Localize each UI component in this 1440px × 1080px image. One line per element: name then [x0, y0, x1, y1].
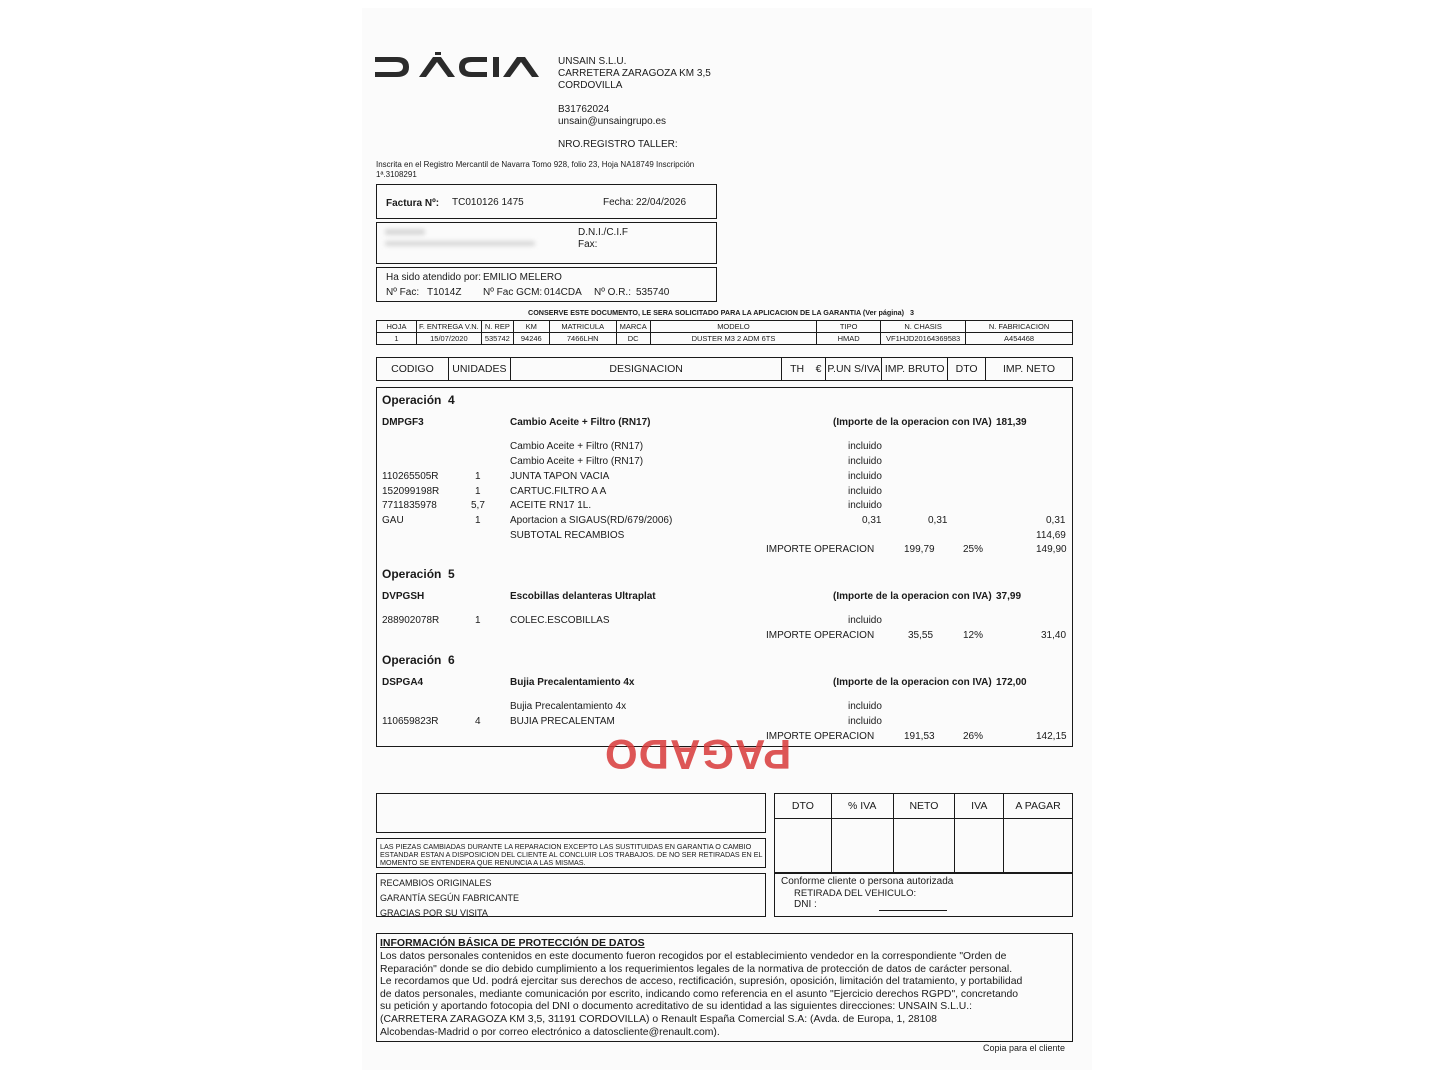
operation-iva-value: 172,00 — [996, 677, 1027, 688]
privacy-title: INFORMACIÓN BÁSICA DE PROTECCIÓN DE DATOS — [380, 937, 645, 949]
vehicle-value: 94246 — [513, 333, 549, 345]
vehicle-value: DUSTER M3 2 ADM 6TS — [650, 333, 817, 345]
column-unidades: UNIDADES — [448, 358, 510, 381]
operation-title: Operación 6 — [382, 653, 455, 667]
operation-iva-value: 181,39 — [996, 417, 1027, 428]
vehicle-value: HMAD — [817, 333, 881, 345]
operation-header — [382, 417, 1072, 431]
fax-label: Fax: — [578, 239, 598, 250]
factura-number: TC010126 1475 — [452, 197, 524, 208]
column-euro: € — [812, 358, 826, 381]
operation-code: DSPGA4 — [382, 677, 424, 688]
company-cif: B31762024 — [558, 104, 610, 115]
dni-label: D.N.I./C.I.F — [578, 227, 628, 238]
conforme-dni: DNI : — [794, 899, 817, 910]
conforme-line1: Conforme cliente o persona autorizada — [781, 876, 954, 887]
atendido-label: Ha sido atendido por: — [386, 272, 482, 283]
operation-code: DVPGSH — [382, 591, 425, 602]
vehicle-header: N. REP — [481, 321, 513, 333]
garantia-fabricante: GARANTÍA SEGÚN FABRICANTE — [380, 893, 520, 903]
operation-code: DMPGF3 — [382, 417, 424, 428]
vehicle-header: MATRICULA — [549, 321, 616, 333]
recambios-box — [376, 873, 766, 917]
dacia-logo — [375, 52, 547, 78]
operation-name: Bujia Precalentamiento 4x — [510, 677, 635, 688]
vehicle-header: KM — [513, 321, 549, 333]
table-row: Bujia Precalentamiento 4x incluido — [510, 701, 882, 712]
nfac-gcm-value: 014CDA — [544, 287, 582, 298]
company-city: CORDOVILLA — [558, 80, 623, 91]
operation-title: Operación 4 — [382, 393, 455, 407]
table-row: 152099198R 1 CARTUC.FILTRO A A incluido — [382, 486, 882, 497]
operation-iva-label: (Importe de la operacion con IVA) — [833, 417, 992, 428]
table-row: Cambio Aceite + Filtro (RN17) incluido — [510, 441, 882, 452]
nfac-label: Nº Fac: — [386, 287, 420, 298]
operation-iva-value: 37,99 — [996, 591, 1022, 602]
importe-operacion-row: IMPORTE OPERACION 199,79 25% 149,90 — [766, 544, 1067, 555]
table-row: Cambio Aceite + Filtro (RN17) incluido — [510, 456, 882, 467]
client-box — [376, 222, 717, 264]
vehicle-value-row — [377, 333, 1073, 345]
totals-header-neto: NETO — [893, 794, 955, 819]
columns-header — [376, 357, 1073, 381]
column-designacion: DESIGNACION — [510, 358, 781, 381]
pagado-stamp: PAGADO — [604, 731, 792, 778]
column-dto: DTO — [948, 358, 986, 381]
nfac-value: T1014Z — [427, 287, 462, 298]
vehicle-value: A454468 — [966, 333, 1073, 345]
totals-header-iva: IVA — [955, 794, 1004, 819]
factura-label: Factura Nº: — [386, 198, 440, 209]
company-email: unsain@unsaingrupo.es — [558, 116, 667, 127]
conforme-line2: RETIRADA DEL VEHICULO: — [794, 888, 917, 899]
totals-header-dto: DTO — [775, 794, 832, 819]
privacy-text: Los datos personales contenidos en este documento fueron recogidos por el establecimiento vendedor en la correspondiente "Orden de Reparación" donde se dio debido cumplimiento a los requerimientos legales de la normativa de protección de datos de carácter personal. Le recordamos que Ud. podrá ejercitar sus derechos de acceso, rectificación, supresión, oposición, limitación del tratamiento, y portabilidad de datos personales, mediante comunicación por escrito, indicando como referencia en el asunto "Ejercicio derechos RGPD", concretando su petición y aportando fotocopia del DNI o documento acreditativo de su identidad a las siguientes direcciones: UNSAIN S.L.U.: (CARRETERA ZARAGOZA KM 3,5, 31191 CORDOVILLA) o Renault España Comercial S.A: (Avda. de Europa, 1, 28108 Alcobendas-Madrid o por correo electrónico a datoscliente@renault.com). — [380, 951, 1023, 1038]
recambios-originales: RECAMBIOS ORIGINALES — [380, 878, 492, 888]
nor-label: Nº O.R.: — [594, 287, 631, 298]
piezas-note: LAS PIEZAS CAMBIADAS DURANTE LA REPARACION EXCEPTO LAS SUSTITUIDAS EN GARANTIA O CAMBIO ESTANDAR ESTAN A DISPOSICION DEL CLIENTE AL CONCLUIR LOS TRABAJOS. DE NO SER RETIRADAS EN EL MOMENTO SE ENTENDERA QUE RENUNCIA A LAS MISMAS. — [380, 842, 763, 867]
operation-name: Escobillas delanteras Ultraplat — [510, 591, 656, 602]
table-row: 288902078R 1 COLEC.ESCOBILLAS incluido — [382, 615, 882, 626]
vehicle-header: TIPO — [817, 321, 881, 333]
operation-header — [382, 677, 1072, 691]
signature-line — [879, 910, 947, 911]
vehicle-table — [376, 320, 1073, 345]
operation-iva-label: (Importe de la operacion con IVA) — [833, 591, 992, 602]
vehicle-value: VF1HJD20164369583 — [881, 333, 966, 345]
conserve-note: CONSERVE ESTE DOCUMENTO, LE SERA SOLICITADO PARA LA APLICACION DE LA GARANTIA (Ver página) 3 — [528, 308, 915, 317]
vehicle-value: 535742 — [481, 333, 513, 345]
fecha-value: 22/04/2026 — [636, 197, 687, 208]
registro-taller: NRO.REGISTRO TALLER: — [558, 139, 678, 150]
vehicle-header: MARCA — [616, 321, 650, 333]
vehicle-value: DC — [616, 333, 650, 345]
totals-header-a-pagar: A PAGAR — [1004, 794, 1073, 819]
nor-value: 535740 — [636, 287, 670, 298]
conforme-box — [774, 873, 1073, 917]
company-address: CARRETERA ZARAGOZA KM 3,5 — [558, 68, 711, 79]
vehicle-value: 1 — [377, 333, 417, 345]
atendido-value: EMILIO MELERO — [483, 272, 562, 283]
vehicle-header: N. CHASIS — [881, 321, 966, 333]
copia-cliente: Copia para el cliente — [983, 1043, 1066, 1053]
vehicle-header: HOJA — [377, 321, 417, 333]
vehicle-header: F. ENTREGA V.N. — [416, 321, 481, 333]
operation-header — [382, 591, 1072, 605]
operation-title: Operación 5 — [382, 567, 455, 581]
nfac-gcm-label: Nº Fac GCM: — [483, 287, 543, 298]
table-row: 7711835978 5,7 ACEITE RN17 1L. incluido — [382, 500, 882, 511]
atendido-box — [376, 267, 717, 302]
vehicle-header: N. FABRICACION — [966, 321, 1073, 333]
column-importe-bruto: IMP. BRUTO — [882, 358, 948, 381]
vehicle-header: MODELO — [650, 321, 817, 333]
table-row: SUBTOTAL RECAMBIOS 114,69 — [510, 530, 1066, 541]
vehicle-header-row — [377, 321, 1073, 333]
factura-box — [376, 184, 717, 219]
gracias-visita: GRACIAS POR SU VISITA — [380, 908, 488, 918]
piezas-note-box — [376, 838, 766, 868]
totals-table — [774, 793, 1073, 873]
column-th: TH — [782, 358, 812, 381]
column-precio-unidad: P.UN S/IVA — [826, 358, 882, 381]
importe-operacion-row: IMPORTE OPERACION 191,53 26% 142,15 — [766, 731, 1067, 742]
fecha-label: Fecha: — [603, 197, 634, 208]
table-row: GAU 1 Aportacion a SIGAUS(RD/679/2006) 0,31 0,31 0,31 — [382, 515, 1066, 526]
observaciones-box — [376, 793, 766, 833]
privacy-box — [376, 933, 1073, 1042]
registro-mercantil: Inscrita en el Registro Mercantil de Navarra Tomo 928, folio 23, Hoja NA18749 Inscripción 1ª.3108291 — [376, 160, 695, 179]
operation-name: Cambio Aceite + Filtro (RN17) — [510, 417, 651, 428]
column-codigo: CODIGO — [377, 358, 449, 381]
redacted-name — [385, 229, 425, 235]
table-row: 110659823R 4 BUJIA PRECALENTAM incluido — [382, 716, 882, 727]
importe-operacion-row: IMPORTE OPERACION 35,55 12% 31,40 — [766, 630, 1067, 641]
column-importe-neto: IMP. NETO — [986, 358, 1073, 381]
company-block — [558, 56, 711, 151]
vehicle-value: 7466LHN — [549, 333, 616, 345]
totals-header-iva-pct: % IVA — [831, 794, 893, 819]
operation-iva-label: (Importe de la operacion con IVA) — [833, 677, 992, 688]
table-row: 110265505R 1 JUNTA TAPON VACIA incluido — [382, 471, 882, 482]
company-name: UNSAIN S.L.U. — [558, 56, 627, 67]
redacted-address — [385, 241, 535, 246]
vehicle-value: 15/07/2020 — [416, 333, 481, 345]
